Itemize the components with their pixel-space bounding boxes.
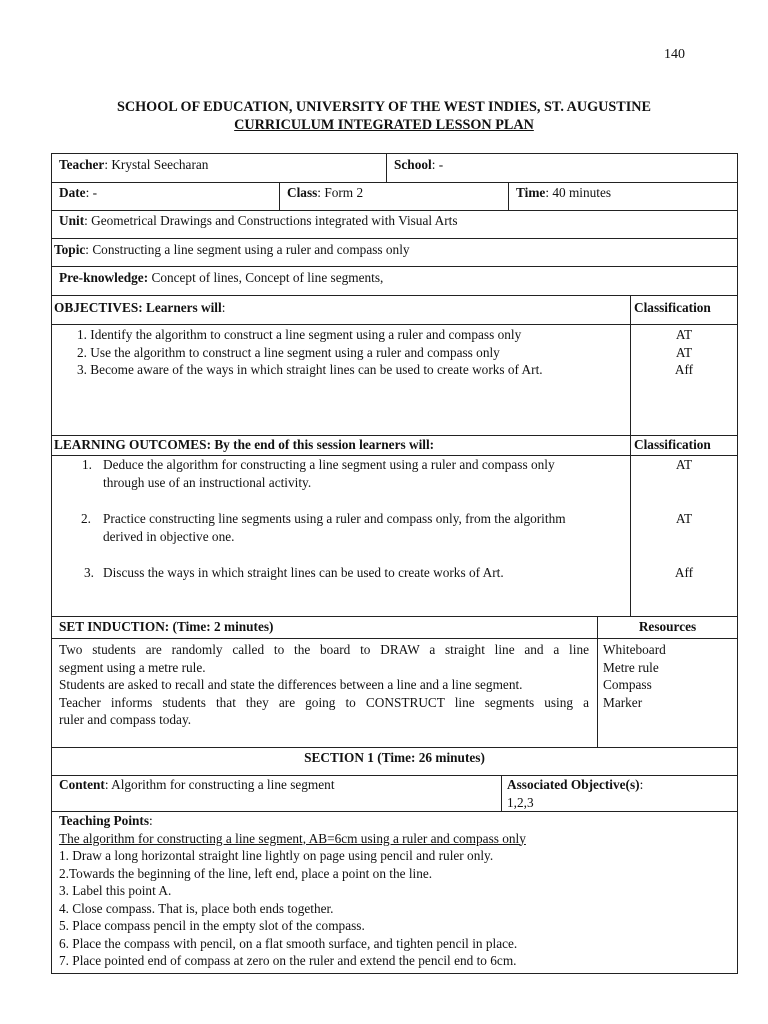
set-induction-header: SET INDUCTION: (Time: 2 minutes)	[59, 619, 274, 634]
outcome-1-line1: Deduce the algorithm for constructing a line segment using a ruler and compass only	[103, 457, 555, 472]
outcome-1-class: AT	[675, 457, 693, 472]
unit-value: : Geometrical Drawings and Constructions integrated with Visual Arts	[84, 213, 458, 228]
time-field	[510, 184, 617, 202]
step-5: 5. Place compass pencil in the empty slot of the compass.	[59, 918, 365, 933]
resource-1: Whiteboard	[603, 642, 666, 657]
objective-1: 1. Identify the algorithm to construct a line segment using a ruler and compass only	[77, 327, 522, 342]
objectives-classifications	[631, 326, 737, 379]
topic-label: Topic	[54, 242, 86, 257]
school-value: : -	[431, 157, 444, 172]
page-number: 140	[664, 47, 685, 62]
associated-objectives-value: 1,2,3	[507, 794, 534, 810]
date-value: : -	[85, 185, 98, 200]
outcome-2-line2: derived in objective one.	[103, 528, 235, 544]
outcome-3-number: 3.	[84, 565, 94, 580]
class-label: Class	[287, 185, 318, 200]
step-7: 7. Place pointed end of compass at zero on the ruler and extend the pencil end to 6cm.	[59, 953, 517, 968]
unit-field	[53, 212, 464, 230]
plan-title: CURRICULUM INTEGRATED LESSON PLAN	[234, 117, 534, 133]
teacher-field	[53, 156, 214, 174]
class-value: : Form 2	[317, 185, 364, 200]
content-label: Content	[59, 777, 105, 792]
set-induction-line-3: Students are asked to recall and state the differences between a line and a line segment.	[59, 677, 523, 692]
objectives-classification-header: Classification	[634, 300, 711, 315]
step-4: 4. Close compass. That is, place both ends together.	[59, 900, 334, 916]
outcomes-classification-header: Classification	[634, 437, 711, 452]
time-value: : 40 minutes	[545, 185, 612, 200]
preknowledge-value: Concept of lines, Concept of line segments,	[148, 270, 384, 285]
outcome-1-number: 1.	[82, 457, 92, 472]
outcome-3-class: Aff	[674, 565, 694, 580]
date-field	[53, 184, 103, 202]
school-label: School	[394, 157, 432, 172]
objectives-header-text: OBJECTIVES: Learners will	[54, 300, 222, 315]
outcome-3	[78, 564, 510, 582]
school-field	[388, 156, 449, 174]
preknowledge-field	[53, 269, 389, 287]
school-title: SCHOOL OF EDUCATION, UNIVERSITY OF THE WEST INDIES, ST. AUGUSTINE	[116, 99, 651, 115]
resources-header: Resources	[638, 619, 697, 634]
class-field	[281, 184, 369, 202]
teaching-points-suffix: :	[149, 813, 153, 828]
step-3: 3. Label this point A.	[59, 883, 172, 898]
outcome-3-line1: Discuss the ways in which straight lines can be used to create works of Art.	[103, 565, 504, 580]
objectives-header	[48, 299, 231, 317]
date-label: Date	[59, 185, 86, 200]
outcome-1	[76, 456, 561, 491]
outcome-2-class: AT	[675, 511, 693, 526]
outcome-2	[75, 510, 572, 545]
time-label: Time	[516, 185, 546, 200]
section1-header: SECTION 1 (Time: 26 minutes)	[304, 750, 485, 765]
outcome-1-line2: through use of an instructional activity.	[103, 474, 312, 490]
teaching-points-label: Teaching Points	[59, 813, 150, 828]
content-value: : Algorithm for constructing a line segment	[104, 777, 335, 792]
teacher-label: Teacher	[59, 157, 105, 172]
teacher-value: : Krystal Seecharan	[104, 157, 209, 172]
algorithm-title: The algorithm for constructing a line segment, AB=6cm using a ruler and compass only	[59, 830, 526, 846]
step-2: 2.Towards the beginning of the line, left end, place a point on the line.	[59, 865, 433, 881]
content-field	[53, 776, 341, 794]
associated-objectives-label: Associated Objective(s)	[507, 777, 640, 792]
objectives-list	[71, 326, 549, 379]
unit-label: Unit	[59, 213, 85, 228]
topic-field	[48, 241, 416, 259]
objective-2-class: AT	[675, 344, 693, 360]
set-induction-line-1: Two students are randomly called to the board to DRAW a straight line and a line	[59, 642, 589, 657]
resource-4: Marker	[603, 694, 643, 710]
associated-objectives-field	[501, 776, 649, 811]
preknowledge-label: Pre-knowledge:	[59, 270, 149, 285]
teaching-points	[53, 812, 532, 970]
step-6: 6. Place the compass with pencil, on a flat smooth surface, and tighten pencil in place.	[59, 935, 518, 951]
objective-1-class: AT	[675, 327, 693, 342]
resources-list	[597, 641, 672, 711]
topic-value: : Constructing a line segment using a ruler and compass only	[85, 242, 410, 257]
set-induction-line-5: ruler and compass today.	[59, 712, 192, 727]
objectives-header-suffix: :	[221, 300, 226, 315]
associated-objectives-suffix: :	[639, 777, 644, 792]
set-induction-text	[53, 641, 595, 729]
resource-3: Compass	[603, 677, 652, 692]
outcome-2-line1: Practice constructing line segments using a ruler and compass only, from the algorithm	[103, 511, 566, 526]
step-1: 1. Draw a long horizontal straight line lightly on page using pencil and ruler only.	[59, 848, 494, 863]
outcomes-class-body-cell	[630, 455, 738, 617]
objective-2: 2. Use the algorithm to construct a line segment using a ruler and compass only	[77, 344, 500, 360]
set-induction-line-4: Teacher informs students that they are going to CONSTRUCT line segments using a	[59, 694, 589, 710]
outcome-2-number: 2.	[81, 511, 91, 526]
objective-3: 3. Become aware of the ways in which straight lines can be used to create works of Art.	[77, 362, 543, 377]
objective-3-class: Aff	[674, 362, 694, 377]
resource-2: Metre rule	[603, 659, 659, 675]
outcomes-header: LEARNING OUTCOMES: By the end of this session learners will:	[54, 437, 435, 452]
set-induction-line-2: segment using a metre rule.	[59, 659, 206, 675]
